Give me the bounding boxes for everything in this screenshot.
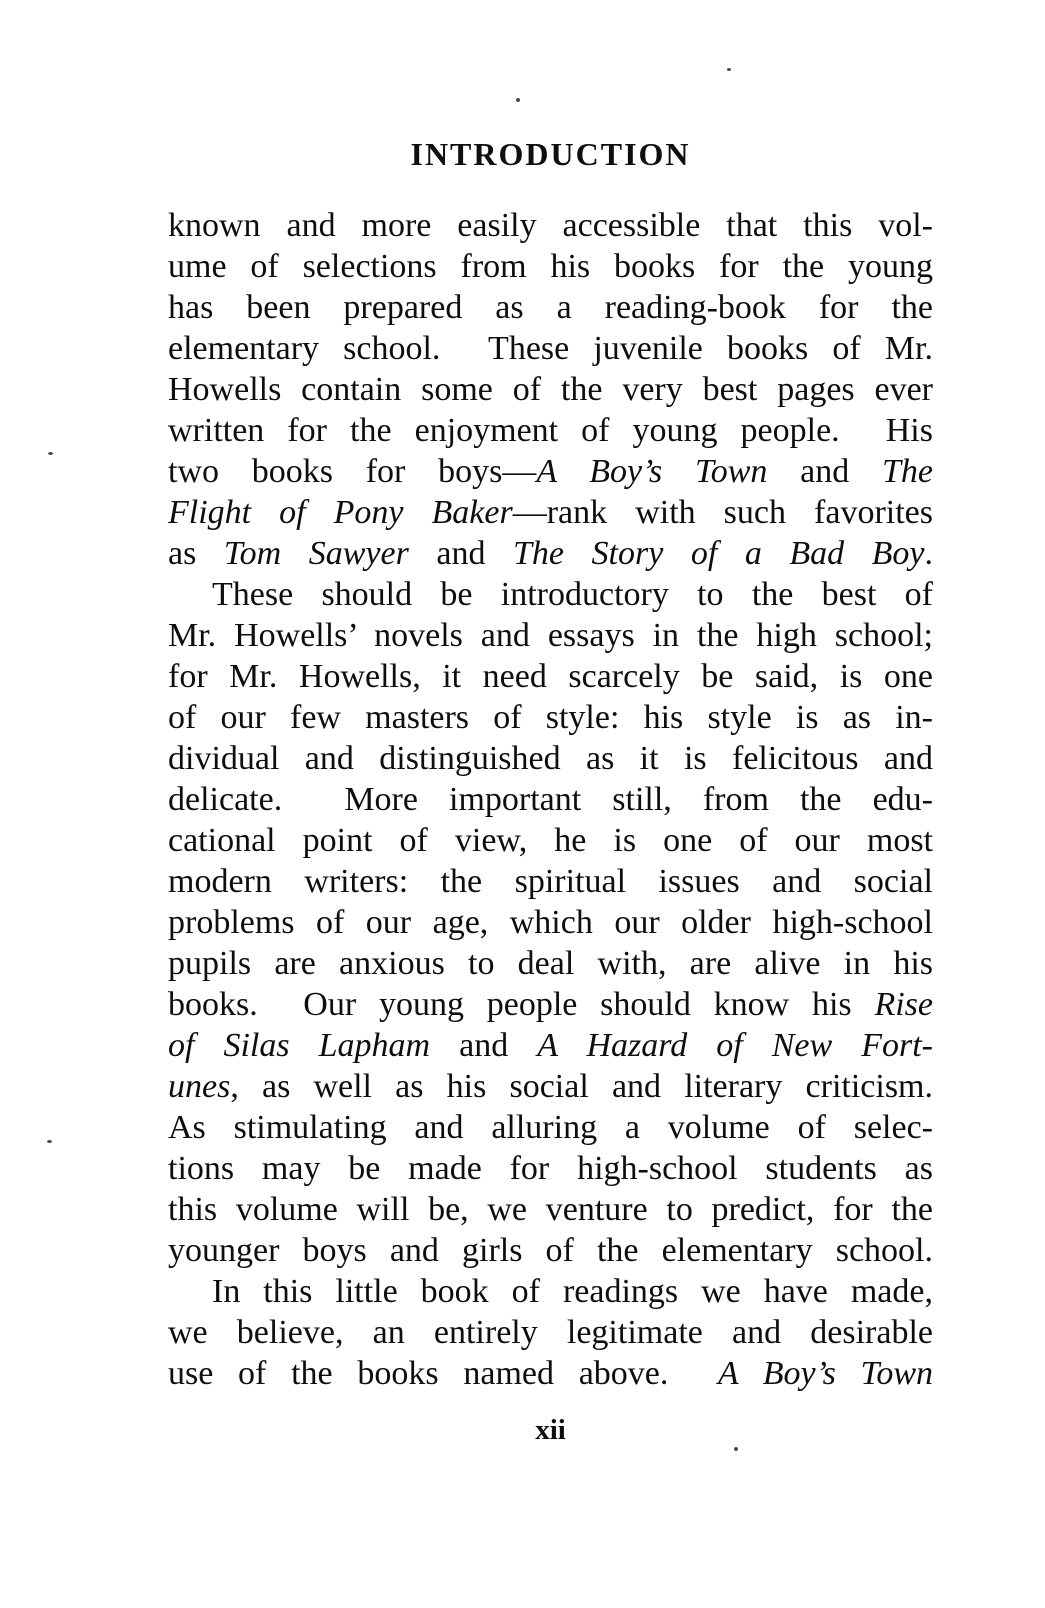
page-heading: INTRODUCTION xyxy=(410,136,691,172)
text-segment: —rank with such favorites xyxy=(512,494,933,531)
scan-speckle xyxy=(727,68,731,71)
text-segment: written for the enjoyment of young people. His xyxy=(168,412,933,449)
book-title-italic: A Boy’s Town xyxy=(536,453,768,490)
text-line xyxy=(168,1189,933,1230)
book-title-italic: unes xyxy=(168,1068,231,1105)
scan-speckle xyxy=(734,1447,738,1451)
text-segment: and xyxy=(408,535,513,572)
text-segment: modern writers: the spiritual issues and social xyxy=(168,863,933,900)
text-segment: Mr. Howells’ novels and essays in the high school; xyxy=(168,617,933,654)
text-line xyxy=(168,205,933,246)
book-title-italic: of Silas Lapham xyxy=(168,1027,431,1064)
scan-speckle xyxy=(516,98,520,102)
text-line xyxy=(168,615,933,656)
book-title-italic: Tom Sawyer xyxy=(223,535,409,572)
text-line xyxy=(168,369,933,410)
text-segment: known and more easily accessible that this vol- xyxy=(168,207,933,244)
scan-speckle xyxy=(48,452,53,455)
text-segment: tions may be made for high-school students as xyxy=(168,1150,933,1187)
book-title-italic: The xyxy=(882,453,933,490)
text-line xyxy=(168,697,933,738)
text-segment: younger boys and girls of the elementary school. xyxy=(168,1232,933,1269)
text-line xyxy=(168,1230,933,1271)
text-line xyxy=(168,902,933,943)
text-segment: and xyxy=(430,1027,538,1064)
text-segment: Howells contain some of the very best pages ever xyxy=(168,371,933,408)
text-line xyxy=(168,1148,933,1189)
text-segment: has been prepared as a reading-book for the xyxy=(168,289,933,326)
book-title-italic: Rise xyxy=(874,986,933,1023)
text-segment: two books for boys— xyxy=(168,453,537,490)
text-line xyxy=(168,1312,933,1353)
text-line xyxy=(168,410,933,451)
text-segment: we believe, an entirely legitimate and desirable xyxy=(168,1314,933,1351)
scan-speckle xyxy=(47,1140,52,1143)
text-line xyxy=(168,943,933,984)
text-segment: dividual and distinguished as it is felicitous and xyxy=(168,740,933,777)
text-line xyxy=(168,328,933,369)
text-segment: of our few masters of style: his style is as in- xyxy=(168,699,933,736)
text-segment: In this little book of readings we have made, xyxy=(212,1273,933,1310)
text-segment: delicate. More important still, from the edu- xyxy=(168,781,933,818)
text-line xyxy=(168,1271,933,1312)
text-line xyxy=(168,492,933,533)
text-line xyxy=(168,1025,933,1066)
text-segment: , as well as his social and literary criticism. xyxy=(230,1068,933,1105)
text-column xyxy=(168,205,933,1394)
text-segment: books. Our young people should know his xyxy=(168,986,875,1023)
page-number: xii xyxy=(535,1414,566,1446)
text-segment: as xyxy=(168,535,224,572)
text-line xyxy=(168,533,933,574)
text-segment: use of the books named above. xyxy=(168,1355,718,1392)
text-line xyxy=(168,1066,933,1107)
book-title-italic: A Hazard of New Fort- xyxy=(537,1027,933,1064)
text-line xyxy=(168,287,933,328)
text-line xyxy=(168,820,933,861)
text-segment: pupils are anxious to deal with, are alive in his xyxy=(168,945,933,982)
text-segment: this volume will be, we venture to predict, for the xyxy=(168,1191,933,1228)
text-line xyxy=(168,656,933,697)
text-segment: ume of selections from his books for the young xyxy=(168,248,933,285)
text-line xyxy=(168,861,933,902)
book-title-italic: Flight of Pony Baker xyxy=(168,494,513,531)
text-segment: and xyxy=(767,453,882,490)
text-line xyxy=(168,1107,933,1148)
text-segment: problems of our age, which our older high-school xyxy=(168,904,933,941)
text-line xyxy=(168,984,933,1025)
text-line xyxy=(168,1353,933,1394)
text-segment: for Mr. Howells, it need scarcely be said, is one xyxy=(168,658,933,695)
text-line xyxy=(168,574,933,615)
text-segment: As stimulating and alluring a volume of selec- xyxy=(168,1109,933,1146)
text-line xyxy=(168,779,933,820)
text-segment: cational point of view, he is one of our most xyxy=(168,822,933,859)
book-title-italic: The Story of a Bad Boy xyxy=(513,535,925,572)
text-line xyxy=(168,451,933,492)
text-line xyxy=(168,246,933,287)
text-segment: . xyxy=(924,535,934,572)
text-segment: These should be introductory to the best of xyxy=(212,576,933,613)
book-title-italic: A Boy’s Town xyxy=(717,1355,933,1392)
text-segment: elementary school. These juvenile books of Mr. xyxy=(168,330,933,367)
text-line xyxy=(168,738,933,779)
